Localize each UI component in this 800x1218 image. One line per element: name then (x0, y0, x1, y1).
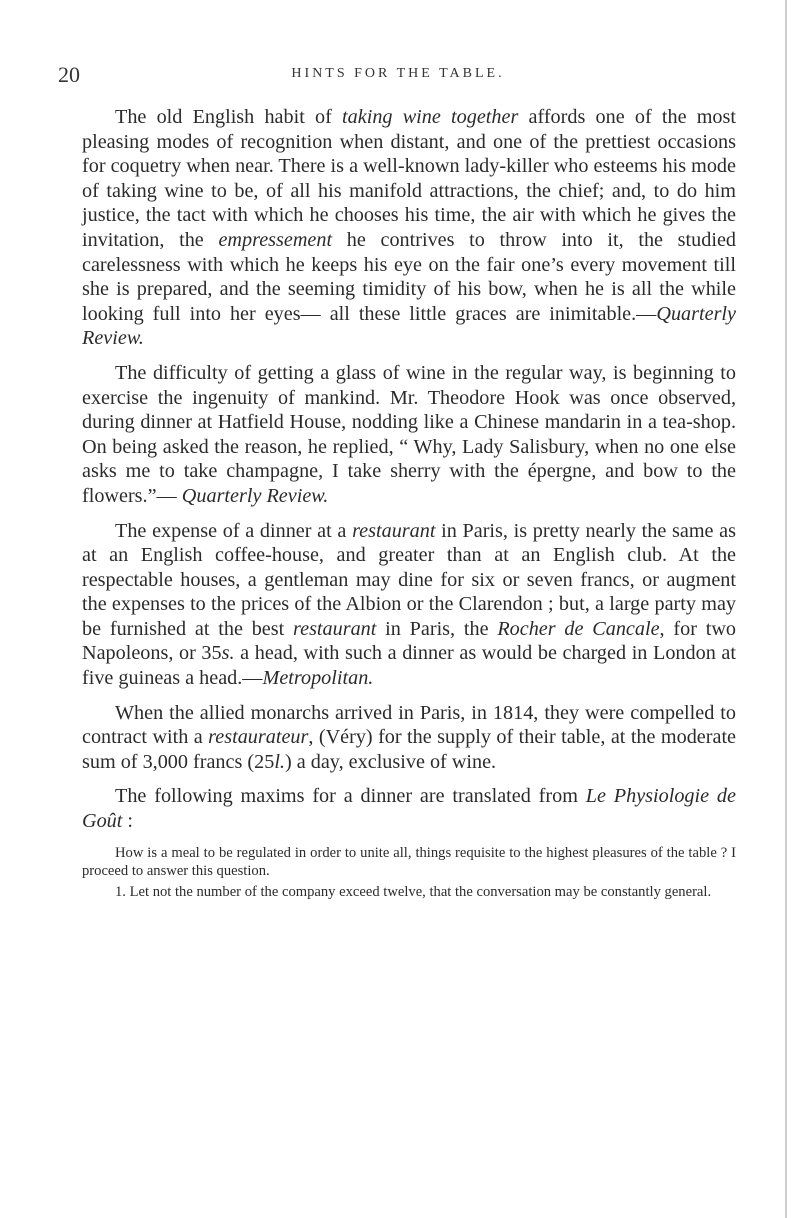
italic-text: restaurant (293, 617, 377, 640)
italic-text: empressement (218, 228, 333, 251)
text-segment: in Paris, the (376, 617, 498, 640)
italic-text: restaurant (352, 519, 436, 542)
text-segment: he contrives to throw into it, the studied carelessness with which he keeps his eye on the fair one’s every movement till she is prepared, and the seeming timidity of his bow, when he is all the while looking full into her eyes— all these little graces are inimitable.— (82, 228, 737, 325)
paragraph (82, 701, 736, 775)
page-header (58, 62, 738, 92)
text-segment: The difficulty of getting a glass of wine in the regular way, is beginning to exercise the ingenuity of mankind. Mr. Theodore Hook was once observed, during dinner at Hatfield House, nodding like a Chinese mandarin in a tea-shop. On being asked the reason, he replied, “ Why, Lady Salisbury, when no one else asks me to take champagne, I take sherry with the épergne, and bow to the flowers.”— (82, 361, 736, 507)
italic-text: Metropolitan. (262, 667, 374, 690)
text-segment: , (Véry) for the supply of their table, at the moderate sum of 3,000 francs (25 (82, 726, 737, 773)
text-segment: ) a day, exclusive of wine. (284, 750, 497, 773)
italic-text: Quarterly Review. (82, 302, 736, 350)
italic-text: Le Physiologie de Goût (82, 785, 736, 833)
text-segment: The following maxims for a dinner are translated from (115, 785, 586, 808)
maxims-block (82, 844, 736, 901)
text-segment: When the allied monarchs arrived in Paris, in 1814, they were compelled to contract with a (82, 701, 736, 749)
text-segment: The expense of a dinner at a (115, 519, 353, 542)
page-edge-line (785, 0, 787, 1218)
text-segment: affords one of the most pleasing modes of recognition when distant, and one of the prettiest occasions for coquetry when near. There is a well-known lady-killer who esteems his mode of taking wine to be, of all his manifold attractions, the chief; and, to do him justice, the tact with which he chooses his time, the air with which he gives the invitation, the (82, 106, 736, 251)
italic-text: restaurateur (208, 726, 309, 749)
text-segment: : (122, 810, 134, 833)
text-segment: The old English habit of (115, 106, 343, 128)
text-segment: a head, with such a dinner as would be charged in London at five guineas a head.— (82, 642, 736, 690)
paragraph (82, 361, 736, 509)
paragraph (82, 519, 736, 691)
page-number: 20 (58, 62, 80, 87)
body-text (82, 105, 736, 904)
paragraph (82, 105, 736, 351)
italic-text: s. (221, 642, 235, 665)
italic-text: Quarterly Review. (181, 484, 329, 507)
italic-text: taking wine together (342, 106, 519, 128)
paragraph (82, 784, 736, 833)
small-paragraph: How is a meal to be regulated in order to unite all, things requisite to the highest pleasures of the table ? I proceed to answer this question. (82, 844, 736, 879)
italic-text: Rocher de Cancale (497, 617, 660, 640)
italic-text: l. (274, 750, 285, 773)
small-paragraph: 1. Let not the number of the company exceed twelve, that the conversation may be constantly general. (115, 883, 712, 900)
text-segment: in Paris, is pretty nearly the same as at an English coffee-house, and greater than at an English club. At the respectable houses, a gentleman may dine for six or seven francs, or augment the expenses to the prices of the Albion or the Clarendon ; but, a large party may be furnished at the best (82, 519, 736, 640)
running-head: HINTS FOR THE TABLE. (291, 66, 505, 81)
text-segment: , for two Napoleons, or 35 (82, 617, 736, 665)
paragraphs (82, 105, 736, 834)
